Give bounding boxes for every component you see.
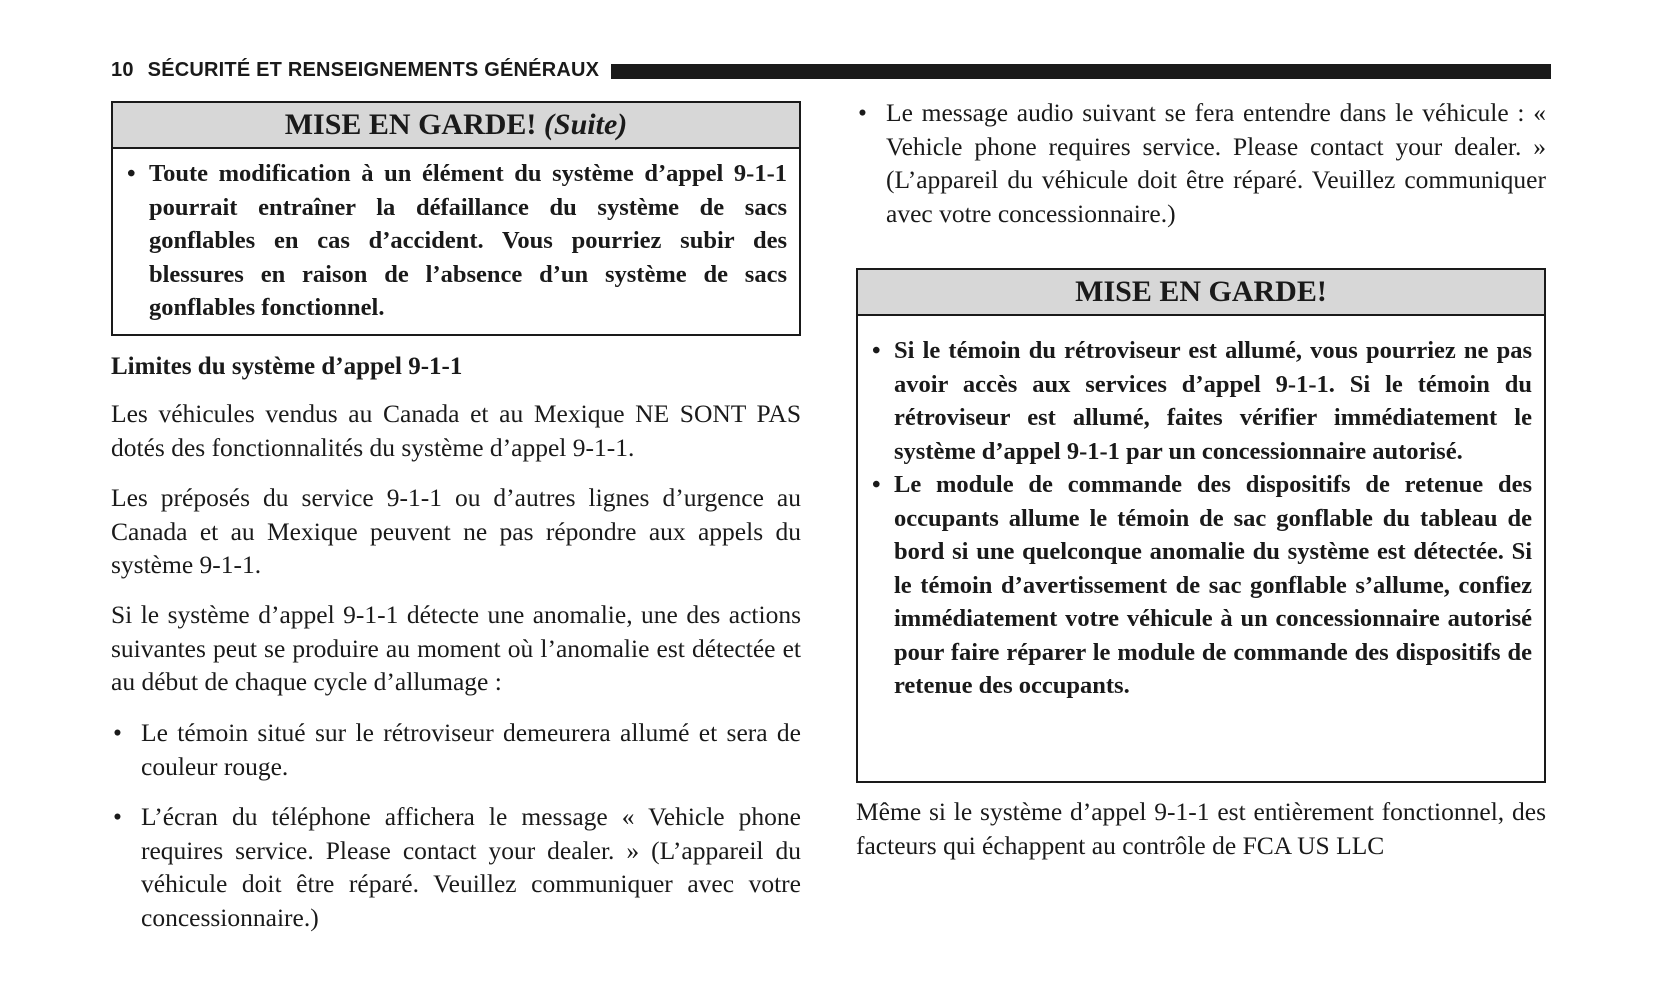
warning-title-text: MISE EN GARDE!: [284, 108, 537, 141]
warning-box-continued: [111, 101, 801, 336]
warning-box: [856, 268, 1546, 783]
paragraph: Les véhicules vendus au Canada et au Mexique NE SONT PAS dotés des fonctionnalités du système d’appel 9-1-1.: [111, 399, 801, 462]
warning-item: • Toute modification à un élément du système d’appel 9-1-1 pourrait entraîner la défaillance du système de sacs gonflables en cas d’accident. Vous pourriez subir des blessures en raison de l’absence d’un système de sacs gonflables fonctionnel.: [125, 157, 787, 325]
bullet-item: • Le témoin situé sur le rétroviseur demeurera allumé et sera de couleur rouge.: [111, 716, 801, 783]
page-number: 10: [111, 58, 134, 81]
section-heading: Limites du système d’appel 9-1-1: [111, 353, 463, 380]
header-rule: [611, 64, 1551, 79]
warning-item: • Le module de commande des dispositifs de retenue des occupants allume le témoin de sac gonflable du tableau de bord si une quelconque anomalie du système est détectée. Si le témoin d’avertissement de sac gonflable s’allume, confiez immédiatement votre véhicule à un concessionnaire autorisé pour faire réparer le module de commande des dispositifs de retenue des occupants.: [870, 468, 1532, 703]
warning-item: • Si le témoin du rétroviseur est allumé, vous pourriez ne pas avoir accès aux services d’appel 9-1-1. Si le témoin du rétroviseur est allumé, faites vérifier immédiatement le système d’appel 9-1-1 par un concessionnaire autorisé.: [870, 334, 1532, 468]
paragraph: Les préposés du service 9-1-1 ou d’autres lignes d’urgence au Canada et au Mexique peuvent ne pas répondre aux appels du système 9-1-1.: [111, 483, 801, 579]
page-header: [111, 57, 1551, 83]
paragraph: Même si le système d’appel 9-1-1 est entièrement fonctionnel, des facteurs qui échappent au contrôle de FCA US LLC: [856, 797, 1546, 860]
warning-title: [858, 270, 1544, 316]
paragraph: Si le système d’appel 9-1-1 détecte une anomalie, une des actions suivantes peut se produire au moment où l’anomalie est détectée et au début de chaque cycle d’allumage :: [111, 600, 801, 696]
warning-body: [113, 149, 799, 333]
bullet-item: • Le message audio suivant se fera entendre dans le véhicule : « Vehicle phone requires service. Please contact your dealer. » (L’appareil du véhicule doit être réparé. Veuillez communiquer avec votre concessionnaire.): [856, 96, 1546, 230]
warning-title-suffix: (Suite): [543, 108, 628, 141]
section-title: SÉCURITÉ ET RENSEIGNEMENTS GÉNÉRAUX: [147, 58, 600, 81]
warning-title: [113, 103, 799, 149]
bullet-item: • L’écran du téléphone affichera le message « Vehicle phone requires service. Please contact your dealer. » (L’appareil du véhicule doit être réparé. Veuillez communiquer avec votre concessionnaire.): [111, 800, 801, 934]
warning-title-text: MISE EN GARDE!: [1075, 275, 1327, 308]
warning-body: [858, 316, 1544, 711]
